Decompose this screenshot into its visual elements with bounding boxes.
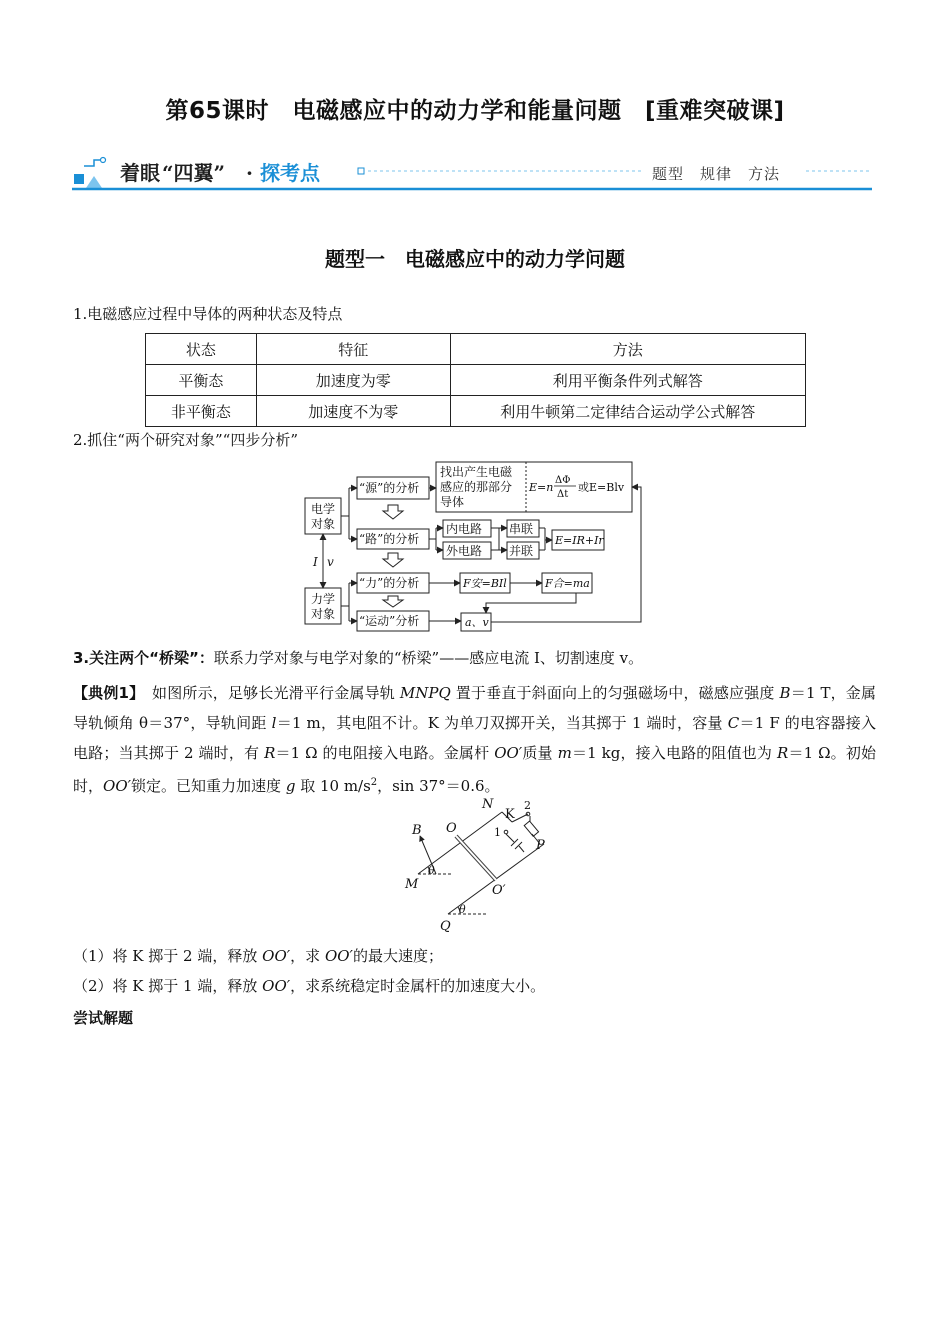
rod-name: OO′: [494, 744, 523, 762]
symbol-m: m: [557, 744, 572, 762]
label-K: K: [505, 807, 515, 822]
table-cell: 加速度为零: [256, 365, 450, 396]
av-label: a、v: [465, 616, 489, 629]
rail-name: MNPQ: [399, 684, 451, 702]
label-theta: θ: [459, 903, 466, 916]
point-3-rest: 联系力学对象与电学对象的“桥梁”——感应电流 I、切割速度 v。: [213, 649, 644, 667]
example-text: ＝1 Ω。初始时，: [73, 744, 876, 795]
rod-name: OO′: [324, 947, 353, 965]
example-text: ＝1 F 的电容器接入电路；当其掷于 2 端时，有: [73, 714, 876, 762]
down-arrow-icon: [383, 553, 403, 567]
symbol-l: l: [271, 714, 277, 732]
emf-num: ΔΦ: [555, 475, 571, 486]
point-3-lead: 3.关注两个“桥梁”：: [73, 649, 214, 667]
example-text: 置于垂直于斜面向上的匀强磁场中，磁感应强度: [450, 684, 780, 702]
banner-label-c: ·: [246, 161, 253, 185]
example-text: 如图所示，足够长光滑平行金属导轨: [136, 684, 400, 702]
banner-square-icon: [74, 174, 84, 184]
rod-name: OO′: [262, 947, 291, 965]
symbol-R: R: [264, 744, 276, 762]
symbol-C: C: [727, 714, 740, 732]
label-P: P: [536, 838, 545, 853]
banner-label-b: “四翼”: [162, 161, 226, 185]
net-force-eq: F合=ma: [545, 577, 590, 590]
step-motion: “运动”分析: [359, 614, 420, 628]
example-text: ＝1 Ω 的电阻接入电路。金属杆: [275, 744, 495, 762]
example-text: ，sin 37°＝0.6。: [377, 777, 500, 795]
banner-label-d: 探考点: [260, 161, 320, 185]
point-2: 2.抓住“两个研究对象”“四步分析”: [73, 431, 298, 449]
emf-a: E=n: [529, 481, 554, 494]
table-cell: 利用牛顿第二定律结合运动学公式解答: [450, 396, 805, 427]
analysis-flow-diagram: [300, 457, 648, 635]
elec-object-l2: 对象: [311, 517, 336, 531]
q-text: 的最大速度；: [352, 947, 443, 965]
example-text: ＝1 m，其电阻不计。K 为单刀双掷开关，当其掷于 1 端时，容量: [276, 714, 728, 732]
rod-name: OO′: [103, 777, 132, 795]
down-arrow-icon: [383, 596, 403, 607]
step-source: “源”的分析: [359, 481, 420, 495]
mech-object-l2: 对象: [311, 607, 336, 621]
table-cell: 利用平衡条件列式解答: [450, 365, 805, 396]
label-Q: Q: [440, 919, 451, 934]
banner-right: 题型 规律 方法: [652, 165, 781, 183]
label-O: O: [446, 821, 457, 836]
point-3: [73, 648, 643, 668]
section-title: 题型一 电磁感应中的动力学问题: [325, 247, 625, 271]
section-banner: [72, 156, 872, 192]
mech-object-l1: 力学: [311, 592, 336, 606]
emf-b: 或E=Blv: [578, 481, 625, 494]
rail-circuit-figure: [400, 796, 560, 934]
example-text: ＝1 kg，接入电路的阻值也为: [571, 744, 777, 762]
inner-circuit: 内电路: [446, 522, 483, 536]
symbol-R: R: [777, 744, 789, 762]
label-N: N: [482, 797, 494, 812]
step-circuit: “路”的分析: [359, 532, 420, 546]
table-header: 状态: [146, 334, 257, 365]
example-tag: 【典例1】: [73, 684, 137, 702]
symbol-g: g: [285, 777, 296, 795]
down-arrow-icon: [383, 505, 403, 519]
symbol-B: B: [779, 684, 791, 702]
emf-den: Δt: [557, 489, 569, 500]
q-text: （1）将 K 掷于 2 端，释放: [73, 947, 263, 965]
question-1: [73, 945, 443, 966]
page-title: 第65课时 电磁感应中的动力学和能量问题 [重难突破课]: [165, 98, 785, 124]
table-row: [146, 365, 806, 396]
superscript: 2: [370, 777, 378, 788]
label-1: 1: [494, 826, 501, 839]
banner-triangle-icon: [86, 176, 102, 188]
current-label: I: [313, 555, 318, 569]
try-solve: 尝试解题: [73, 1009, 134, 1027]
label-M: M: [405, 877, 419, 892]
example-text: 质量: [522, 744, 558, 762]
label-2: 2: [524, 799, 531, 812]
ampere-force-eq: F安=BIl: [463, 577, 507, 590]
elec-object-l1: 电学: [311, 502, 336, 516]
example-text: ＝1 T，金属导轨倾角 θ＝37°，导轨间距: [73, 684, 876, 732]
parallel-label: 并联: [509, 544, 534, 558]
table-cell: 平衡态: [146, 365, 257, 396]
velocity-label: v: [327, 555, 334, 569]
table-header-row: [146, 334, 806, 365]
q-text: ，求系统稳定时金属杆的加速度大小。: [290, 977, 546, 995]
banner-label-a: 着眼: [120, 161, 160, 185]
find-source-l2: 感应的那部分: [440, 480, 513, 494]
label-theta: θ: [428, 864, 435, 877]
step-force: “力”的分析: [359, 576, 420, 590]
label-B: B: [412, 823, 422, 838]
example-1: [73, 678, 876, 801]
states-table: [145, 333, 806, 427]
q-text: ，求: [290, 947, 325, 965]
find-source-l1: 找出产生电磁: [440, 465, 513, 479]
point-1: 1.电磁感应过程中导体的两种状态及特点: [73, 305, 343, 323]
table-header: 方法: [450, 334, 805, 365]
q-text: （2）将 K 掷于 1 端，释放: [73, 977, 263, 995]
example-text: 锁定。已知重力加速度: [131, 777, 286, 795]
table-header: 特征: [256, 334, 450, 365]
rod-name: OO′: [262, 977, 291, 995]
table-cell: 加速度不为零: [256, 396, 450, 427]
example-text: 取 10 m/s: [295, 777, 371, 795]
outer-circuit: 外电路: [446, 544, 483, 558]
series-label: 串联: [509, 522, 534, 536]
table-cell: 非平衡态: [146, 396, 257, 427]
table-row: [146, 396, 806, 427]
find-source-l3: 导体: [440, 495, 465, 509]
circuit-eq: E=IR+Ir: [555, 534, 604, 547]
question-2: [73, 975, 545, 996]
label-O-prime: O′: [492, 883, 506, 898]
